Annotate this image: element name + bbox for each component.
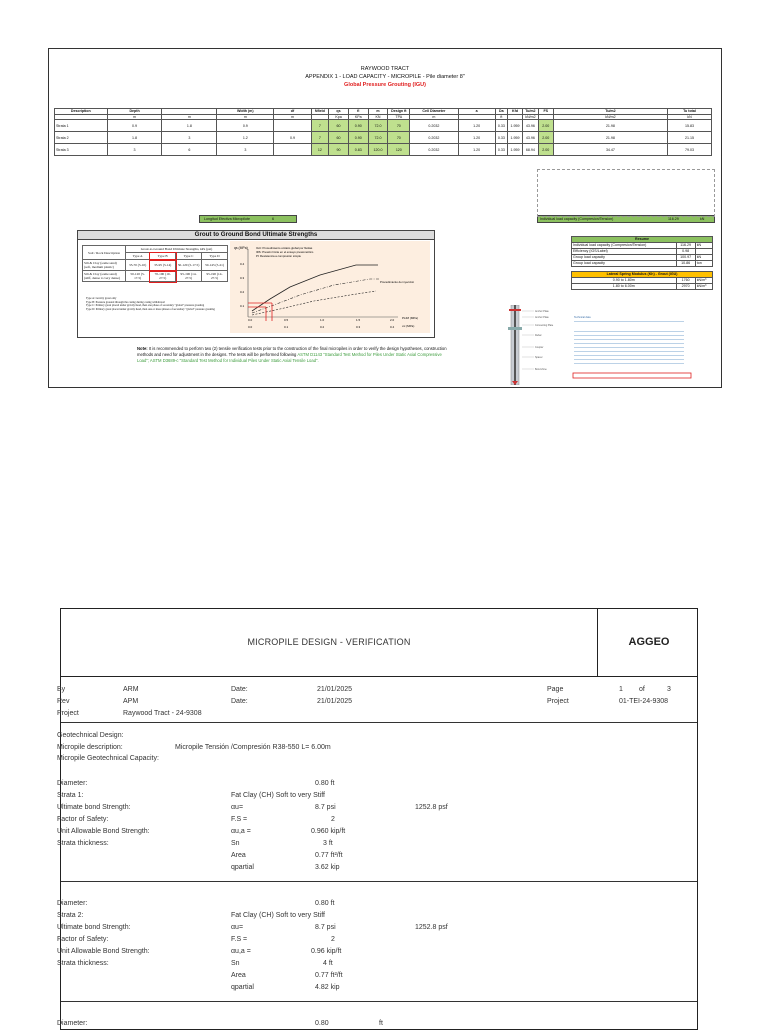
grouting-subtitle: Global Pressure Grouting (IGU) [344,82,426,88]
strata-thickness-label: Strata thickness: [57,840,109,847]
strata-thickness-value: 4 ft [323,960,333,967]
bond-strength-value: 8.7 psi [315,924,336,931]
load-table-cell: Strata 3 [55,144,108,156]
note-text: It is recommended to perform two (2) tensile verification tests prior to the construction of the final micropiles in order to verify the design hypotheses, construction methods and need for adjustment in the designs. The tests will be performed following [137,346,447,357]
allowable-bond-symbol: αu,a = [231,948,251,955]
load-table-cell: 1.2 [217,132,274,144]
load-table-cell: 7 [311,132,329,144]
chart-curve-label: Procedimiento de inyección [380,280,415,284]
verification-page [57,608,698,1030]
load-table-cell: 0.9 [274,132,311,144]
load-table-cell: 21.98 [553,120,667,132]
factor-safety-label: Factor of Safety: [57,936,109,943]
bond-soil-2: Silt & Clay (some sand) (stiff, dense to very dense) [83,271,126,282]
note-label: Note: [137,346,148,351]
bond-header-type-d: Type D [202,253,228,260]
load-table-cell: 0.9 [217,120,274,132]
load-table-cell: m [217,114,274,120]
load-table-cell: 1.20 [458,120,495,132]
chart-legend: Pl: Resistencia a compresión simple [256,254,301,258]
load-table-cell: 1.959 [507,132,522,144]
load-table-cell: 0.9 [107,120,162,132]
load-capacity-table [54,108,712,156]
load-table-cell: Da [495,109,507,115]
drawing-label: Rebar [535,334,542,337]
load-table-cell: 0.2032 [410,144,458,156]
load-table-cell: Strata 2 [55,132,108,144]
bond-note: Type C: Primary grout placed under gravity head, then one phase of secondary "global" pressure grouting [86,304,205,308]
load-table-cell: 2.00 [538,132,553,144]
chart-curve-igu [252,265,378,311]
chart-ytick: 0.2 [240,290,245,294]
load-table-cell: 7 [311,120,329,132]
strata-thickness-value: 3 ft [323,840,333,847]
qpartial-label: qpartial [231,864,254,871]
note-astm: ASTM D1143 "Standard Test Method for Piles Under Static Axial Compressive Load"; ASTM D3689-c "Standard Test Method for Individual Piles Under Static Axial Tensile Load". [137,352,442,363]
bond-note: Type B: Pressure grouted through the casing during casing withdrawal [86,300,165,304]
rev-label: Rev [57,698,70,705]
micropile-desc-label: Micropile description: [57,744,123,751]
load-table-cell [274,144,311,156]
bond-cell: 95-190 (14-27.5) [176,271,202,282]
drawing-highlight-row [573,373,691,378]
bond-cell: 70-190 (10-27.5) [150,271,176,282]
bond-cell: 50-120 (5-17.5) [176,260,202,271]
bond-soil-1: Silt & Clay (some sand) (soft, medium plastic) [83,260,126,271]
resume-unit: kN [695,243,712,249]
load-table-cell: kN [667,114,711,120]
allowable-bond-label: Unit Allowable Bond Strength: [57,828,150,835]
diameter-value: 0.80 ft [315,900,335,907]
project-label-right: Project [547,698,569,705]
load-table-cell: Cell Diameter [410,109,458,115]
load-table-cell: TPA [388,114,410,120]
bond-notes [86,297,226,311]
chart-xtick2: 0.1 [284,325,289,329]
load-table-cell: 43.96 [523,132,538,144]
load-table-cell: 1.959 [507,144,522,156]
total-outline [537,169,715,217]
bond-note: Type A: Gravity grout only [86,297,117,300]
load-table-cell: kN/m2 [523,114,538,120]
date-value: 21/01/2025 [317,698,353,705]
chart-xtick2: 0.3 [356,325,361,329]
individual-capacity-value: 116.29 [668,217,679,221]
verification-header [61,609,697,677]
page-of: of [639,686,645,693]
load-table-cell: 79.03 [667,144,711,156]
load-table-cell: 72.0 [368,132,388,144]
project-label: Project [57,710,79,717]
chart-xlabel1: PLIM (MPa) [402,316,419,320]
strata-thickness-symbol: Sn [231,960,240,967]
load-table-cell: Design ft [388,109,410,115]
bond-cell: 35-95 (5-14) [150,260,176,271]
load-table-cell: KN [368,114,388,120]
load-table-cell: m [274,114,311,120]
resume-table [571,236,713,290]
load-table-cell: 1.8 [107,132,162,144]
load-table-cell: Strata 1 [55,120,108,132]
load-table-cell: 43.96 [523,120,538,132]
diameter-unit: ft [379,1020,383,1027]
chart-ytick: 0.1 [240,304,245,308]
effective-length-label: Longitud Efectiva Micropilote [204,217,250,221]
drawing-label: Anchor Plate [535,316,549,319]
load-table-cell: 3 [107,144,162,156]
chart-xtick2: 0.4 [390,325,395,329]
factor-safety-value: 2 [331,816,335,823]
load-table-cell [274,120,311,132]
chart-xtick2: 0.2 [320,325,325,329]
drawing-label: Anchor Plate [535,310,549,313]
factor-safety-symbol: F.S = [231,816,248,823]
load-table-cell: Kfd [507,109,522,115]
by-label: By [57,686,66,693]
bond-cell: 50-145 (5-21) [202,260,228,271]
bond-header-type-c: Type C [176,253,202,260]
load-table-cell: 1.8 [162,120,217,132]
project-value: Raywood Tract - 24-9308 [123,710,202,717]
diameter-label: Diameter: [57,1020,88,1027]
load-table-cell: 21.15 [667,132,711,144]
diameter-label: Diameter: [57,900,88,907]
grout-bond-panel [77,230,435,338]
bond-strength-psf: 1252.8 psf [415,804,448,811]
load-table-cell: kN/m2 [553,114,667,120]
bond-strength-symbol: αu= [231,924,244,931]
micropile-desc-value: Micropile Tensión /Compresión R38-550 L= 6.00m [175,744,331,751]
date-label: Date: [231,686,248,693]
load-table-cell: 3 [162,132,217,144]
divider [61,722,697,723]
strata-value: Fat Clay (CH) Soft to very Stiff [231,792,326,799]
bond-note: Type D: Primary grout placed under gravity head, then one or more phases of secondary "global" pressure grouting [86,307,215,311]
project-code: 01-TEI-24-9308 [619,698,669,705]
lateral-range: 1.80 to 6.00m [572,284,677,290]
strata-thickness-symbol: Sn [231,840,240,847]
load-table-cell: 34.47 [553,144,667,156]
load-table-cell: 0.90 [348,120,368,132]
chart-curve-irs [252,279,380,313]
strata-thickness-label: Strata thickness: [57,960,109,967]
bond-strength-psf: 1252.8 psf [415,924,448,931]
effective-length-bar [199,215,297,223]
grout-title: Grout to Ground Bond Ultimate Strengths [78,231,434,240]
chart-ytick: 0.3 [240,276,245,280]
load-table-cell: 70 [388,132,410,144]
resume-label: Group load capacity [572,261,677,267]
chart-legend: IRS: Presión límite en el ensayo presiométrico [256,250,314,254]
company-logo: AGGEO [628,636,670,648]
resume-unit: ton [695,261,712,267]
load-table-cell: ft [495,114,507,120]
allowable-bond-value: 0.96 kip/ft [311,948,342,955]
load-table-cell: 90 [329,144,349,156]
chart-xlabel2: σc (MPa) [402,324,415,328]
bond-header-type-b: Type B [150,253,176,260]
load-table-cell: 1.20 [458,132,495,144]
chart-xtick: 0.0 [248,318,253,322]
load-table-cell: Tu/m2 [523,109,538,115]
load-table-cell: 2.00 [538,120,553,132]
load-table-cell: 0.2032 [410,120,458,132]
resume-label: Individual load capacity (Compresion/Tension) [572,243,677,249]
load-table-cell: 0.33 [495,120,507,132]
resume-label: Efficiency (IGS/Label) [572,249,677,255]
chart-ylabel: qs (MPa) [234,246,248,250]
load-table-cell: 60 [329,132,349,144]
igu-chart-svg [230,241,430,333]
diameter-value: 0.80 ft [315,780,335,787]
load-table-cell: KPa [348,114,368,120]
drawing-label: Bond Zone [535,368,547,371]
by-value: ARM [123,686,139,693]
bond-header-soil: Soil / Rock Description [83,246,126,260]
load-table-cell: 12 [311,144,329,156]
lateral-title: Lateral Spring Modulus (Kh) - Grout (IGU) [572,272,713,278]
appendix-page [48,48,722,388]
load-table-cell: 6 [162,144,217,156]
load-table-cell: 0.90 [348,132,368,144]
load-table-cell: Tu/m2 [553,109,667,115]
load-table-cell: Kpa [329,114,349,120]
chart-legend: IGU: Procedimiento unitario global por fluidas [256,246,313,250]
load-table-cell: m [368,109,388,115]
drawing-label: Spacer [535,356,543,359]
bond-header-strength: Grout-to-Ground Bond Ultimate Strengths, kPa (psi) [126,246,228,253]
chart-xtick: 2.0 [390,318,395,322]
lateral-unit: kN/m³ [695,284,712,290]
page-number: 1 [619,686,623,693]
factor-safety-symbol: F.S = [231,936,248,943]
load-table-cell: Depth [107,109,162,115]
lateral-value: 1760 [676,278,695,284]
bond-strength-symbol: αu= [231,804,244,811]
geotech-heading: Geotechnical Design: [57,732,124,739]
bond-cell: 50-120 (5-17.5) [126,271,150,282]
qpartial-value: 3.62 kip [315,864,340,871]
load-table-cell: 120.0 [368,144,388,156]
effective-length-value: 6 [272,217,274,221]
divider [61,881,697,882]
resume-value: 10.86 [676,261,695,267]
chart-xtick2: 0.0 [248,325,253,329]
load-table-cell: 68.94 [523,144,538,156]
load-table-cell: FS [538,109,553,115]
bond-header-type-a: Type A [126,253,150,260]
load-table-cell: Nfield [311,109,329,115]
load-table-cell: 0.2032 [410,132,458,144]
load-table-cell: 21.98 [553,132,667,144]
chart-xtick: 1.0 [320,318,325,322]
individual-capacity-label: Individual load capacity (Compresion/Tension) [540,217,614,221]
strata-label: Strata 2: [57,912,84,919]
drawing-label: Connecting Plate [535,324,554,327]
load-table-cell: 0.83 [348,144,368,156]
date-label: Date: [231,698,248,705]
load-table-cell: Description [55,109,108,115]
factor-safety-label: Factor of Safety: [57,816,109,823]
load-table-cell: m [107,114,162,120]
area-label: Area [231,972,246,979]
load-table-cell: 1.959 [507,120,522,132]
bond-strength-label: Ultimate bond Strength: [57,804,131,811]
load-table-cell: fl [348,109,368,115]
load-table-cell: 0.33 [495,144,507,156]
chart-xtick: 1.5 [356,318,361,322]
drawing-table-title: Technical data [574,316,591,319]
load-table-cell: Tu total [667,109,711,115]
allowable-bond-value: 0.960 kip/ft [311,828,346,835]
drawing-label: Coupler [535,346,544,349]
resume-value: 0.98 [676,249,695,255]
load-table-cell: Width (m) [217,109,274,115]
lateral-range: 0.90 to 1.80m [572,278,677,284]
chart-ytick: 0.4 [240,262,245,266]
micropile-drawing [504,305,694,385]
bond-cell: 95-190 (14-27.5) [202,271,228,282]
load-table-cell: df [274,109,311,115]
page-label: Page [547,686,564,693]
area-label: Area [231,852,246,859]
allowable-bond-label: Unit Allowable Bond Strength: [57,948,150,955]
verification-title: MICROPILE DESIGN - VERIFICATION [61,609,598,676]
load-table-cell: 120 [388,144,410,156]
load-table-cell: qs [329,109,349,115]
appendix-title: APPENDIX 1 - LOAD CAPACITY - MICROPILE - Pile diameter 8" [305,74,465,80]
load-table-cell: 70 [388,120,410,132]
chart-xtick: 0.5 [284,318,289,322]
individual-capacity-unit: kN [700,217,705,221]
resume-unit: kN [695,255,712,261]
diameter-value: 0.80 [315,1020,329,1027]
resume-value: 100.97 [676,255,695,261]
lateral-value: 2970 [676,284,695,290]
bond-strength-value: 8.7 psi [315,804,336,811]
load-table-cell: 2.00 [538,144,553,156]
capacity-heading: Micropile Geotechnical Capacity: [57,755,159,762]
load-table-cell: 3 [217,144,274,156]
bond-strength-table [82,245,228,282]
bond-cell: 35-70 (5-10) [126,260,150,271]
resume-value: 116.29 [676,243,695,249]
divider [61,1001,697,1002]
qpartial-value: 4.82 kip [315,984,340,991]
load-table-cell: 15.83 [667,120,711,132]
resume-label: Group load capacity [572,255,677,261]
area-value: 0.77 ft²/ft [315,852,343,859]
area-value: 0.77 ft²/ft [315,972,343,979]
load-table-cell: a [458,109,495,115]
qpartial-label: qpartial [231,984,254,991]
date-value: 21/01/2025 [317,686,353,693]
resume-title: Resume [572,237,713,243]
strata-value: Fat Clay (CH) Soft to very Stiff [231,912,326,919]
project-title: RAYWOOD TRACT [360,66,410,72]
igu-chart [230,241,430,333]
load-table-cell: m [410,114,458,120]
diameter-label: Diameter: [57,780,88,787]
load-table-cell: 0.33 [495,132,507,144]
strata-label: Strata 1: [57,792,84,799]
bond-strength-label: Ultimate bond Strength: [57,924,131,931]
load-table-cell: 1.20 [458,144,495,156]
load-table-cell: 60 [329,120,349,132]
micropile-drawing-svg [504,305,694,385]
rev-value: APM [123,698,139,705]
testing-note [137,346,453,364]
page-total: 3 [667,686,671,693]
allowable-bond-symbol: αu,a = [231,828,251,835]
lateral-unit: kN/m³ [695,278,712,284]
load-table-cell: 72.0 [368,120,388,132]
load-table-cell: m [162,114,217,120]
factor-safety-value: 2 [331,936,335,943]
